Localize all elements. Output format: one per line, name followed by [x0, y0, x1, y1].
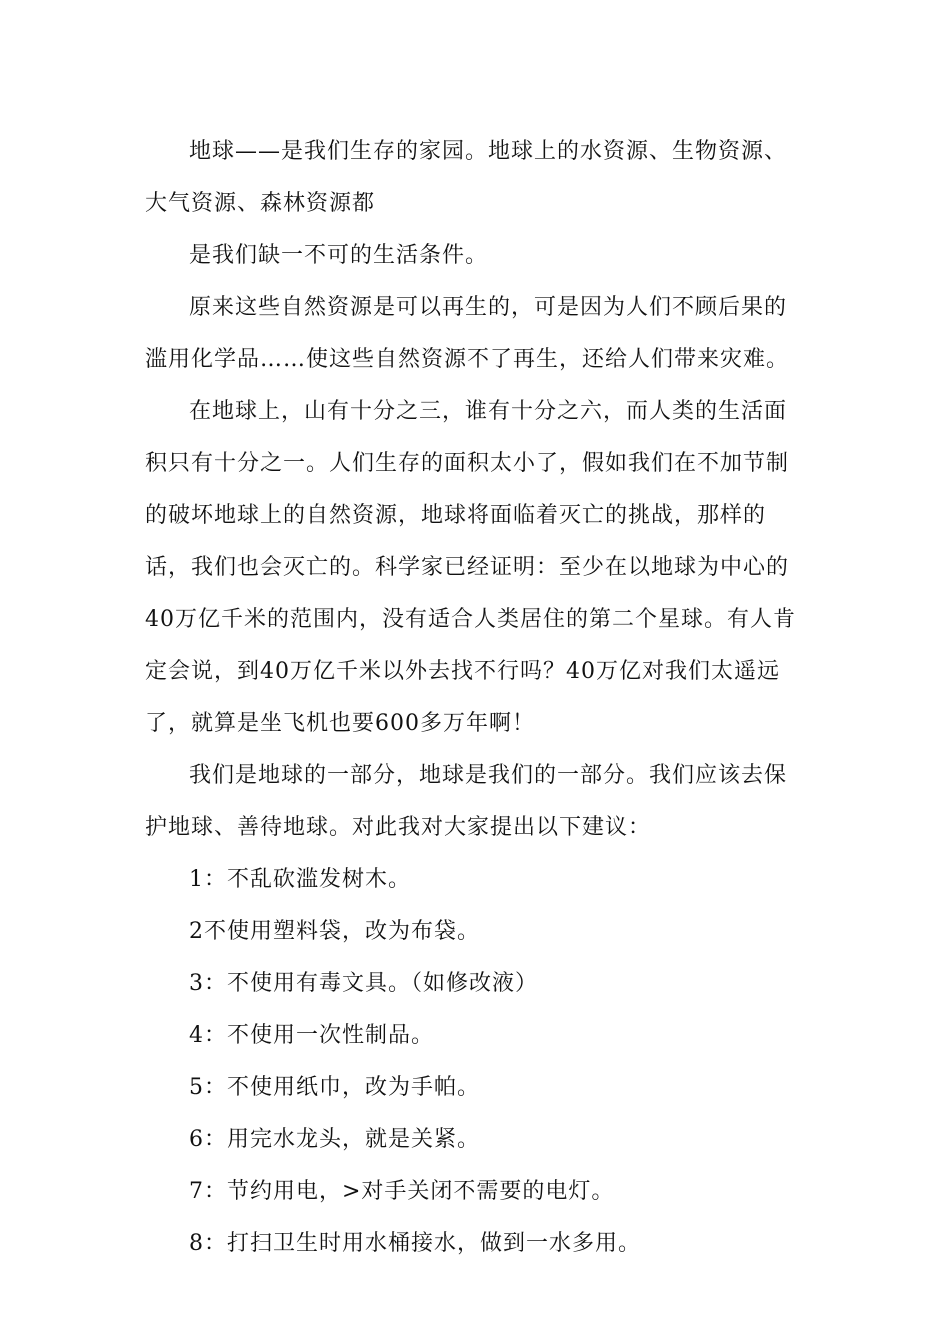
paragraph-earth-home: 地球——是我们生存的家园。地球上的水资源、生物资源、大气资源、森林资源都: [145, 139, 788, 216]
paragraph-protect-earth: 我们是地球的一部分，地球是我们的一部分。我们应该去保护地球、善待地球。对此我对大家提出以下建议：: [145, 763, 788, 840]
suggestion-item-8: 8：打扫卫生时用水桶接水，做到一水多用。: [189, 1231, 641, 1256]
suggestion-item-7: 7：节约用电，>对手关闭不需要的电灯。: [189, 1179, 615, 1204]
suggestion-item-6: 6：用完水龙头，就是关紧。: [189, 1127, 480, 1152]
suggestion-item-2: 2不使用塑料袋，改为布袋。: [189, 919, 480, 944]
paragraph-resource-abuse: 原来这些自然资源是可以再生的，可是因为人们不顾后果的滥用化学品……使这些自然资源不了再生，还给人们带来灾难。: [145, 295, 790, 372]
suggestion-item-3: 3：不使用有毒文具。（如修改液）: [189, 971, 538, 996]
paragraph-earth-area: 在地球上，山有十分之三，谁有十分之六，而人类的生活面积只有十分之一。人们生存的面积太小了，假如我们在不加节制的破坏地球上的自然资源，地球将面临着灭亡的挑战，那样的话，我们也会灭亡的。科学家已经证明：至少在以地球为中心的40万亿千米的范围内，没有适合人类居住的第二个星球。有人肯定会说，到40万亿千米以外去找不行吗？40万亿对我们太遥远了，就算是坐飞机也要600多万年啊！: [145, 399, 796, 736]
paragraph-living-conditions: 是我们缺一不可的生活条件。: [189, 243, 489, 268]
suggestion-item-5: 5：不使用纸巾，改为手帕。: [189, 1075, 480, 1100]
suggestion-item-1: 1：不乱砍滥发树木。: [189, 867, 411, 892]
suggestion-item-4: 4：不使用一次性制品。: [189, 1023, 434, 1048]
document-content: [145, 126, 807, 1270]
